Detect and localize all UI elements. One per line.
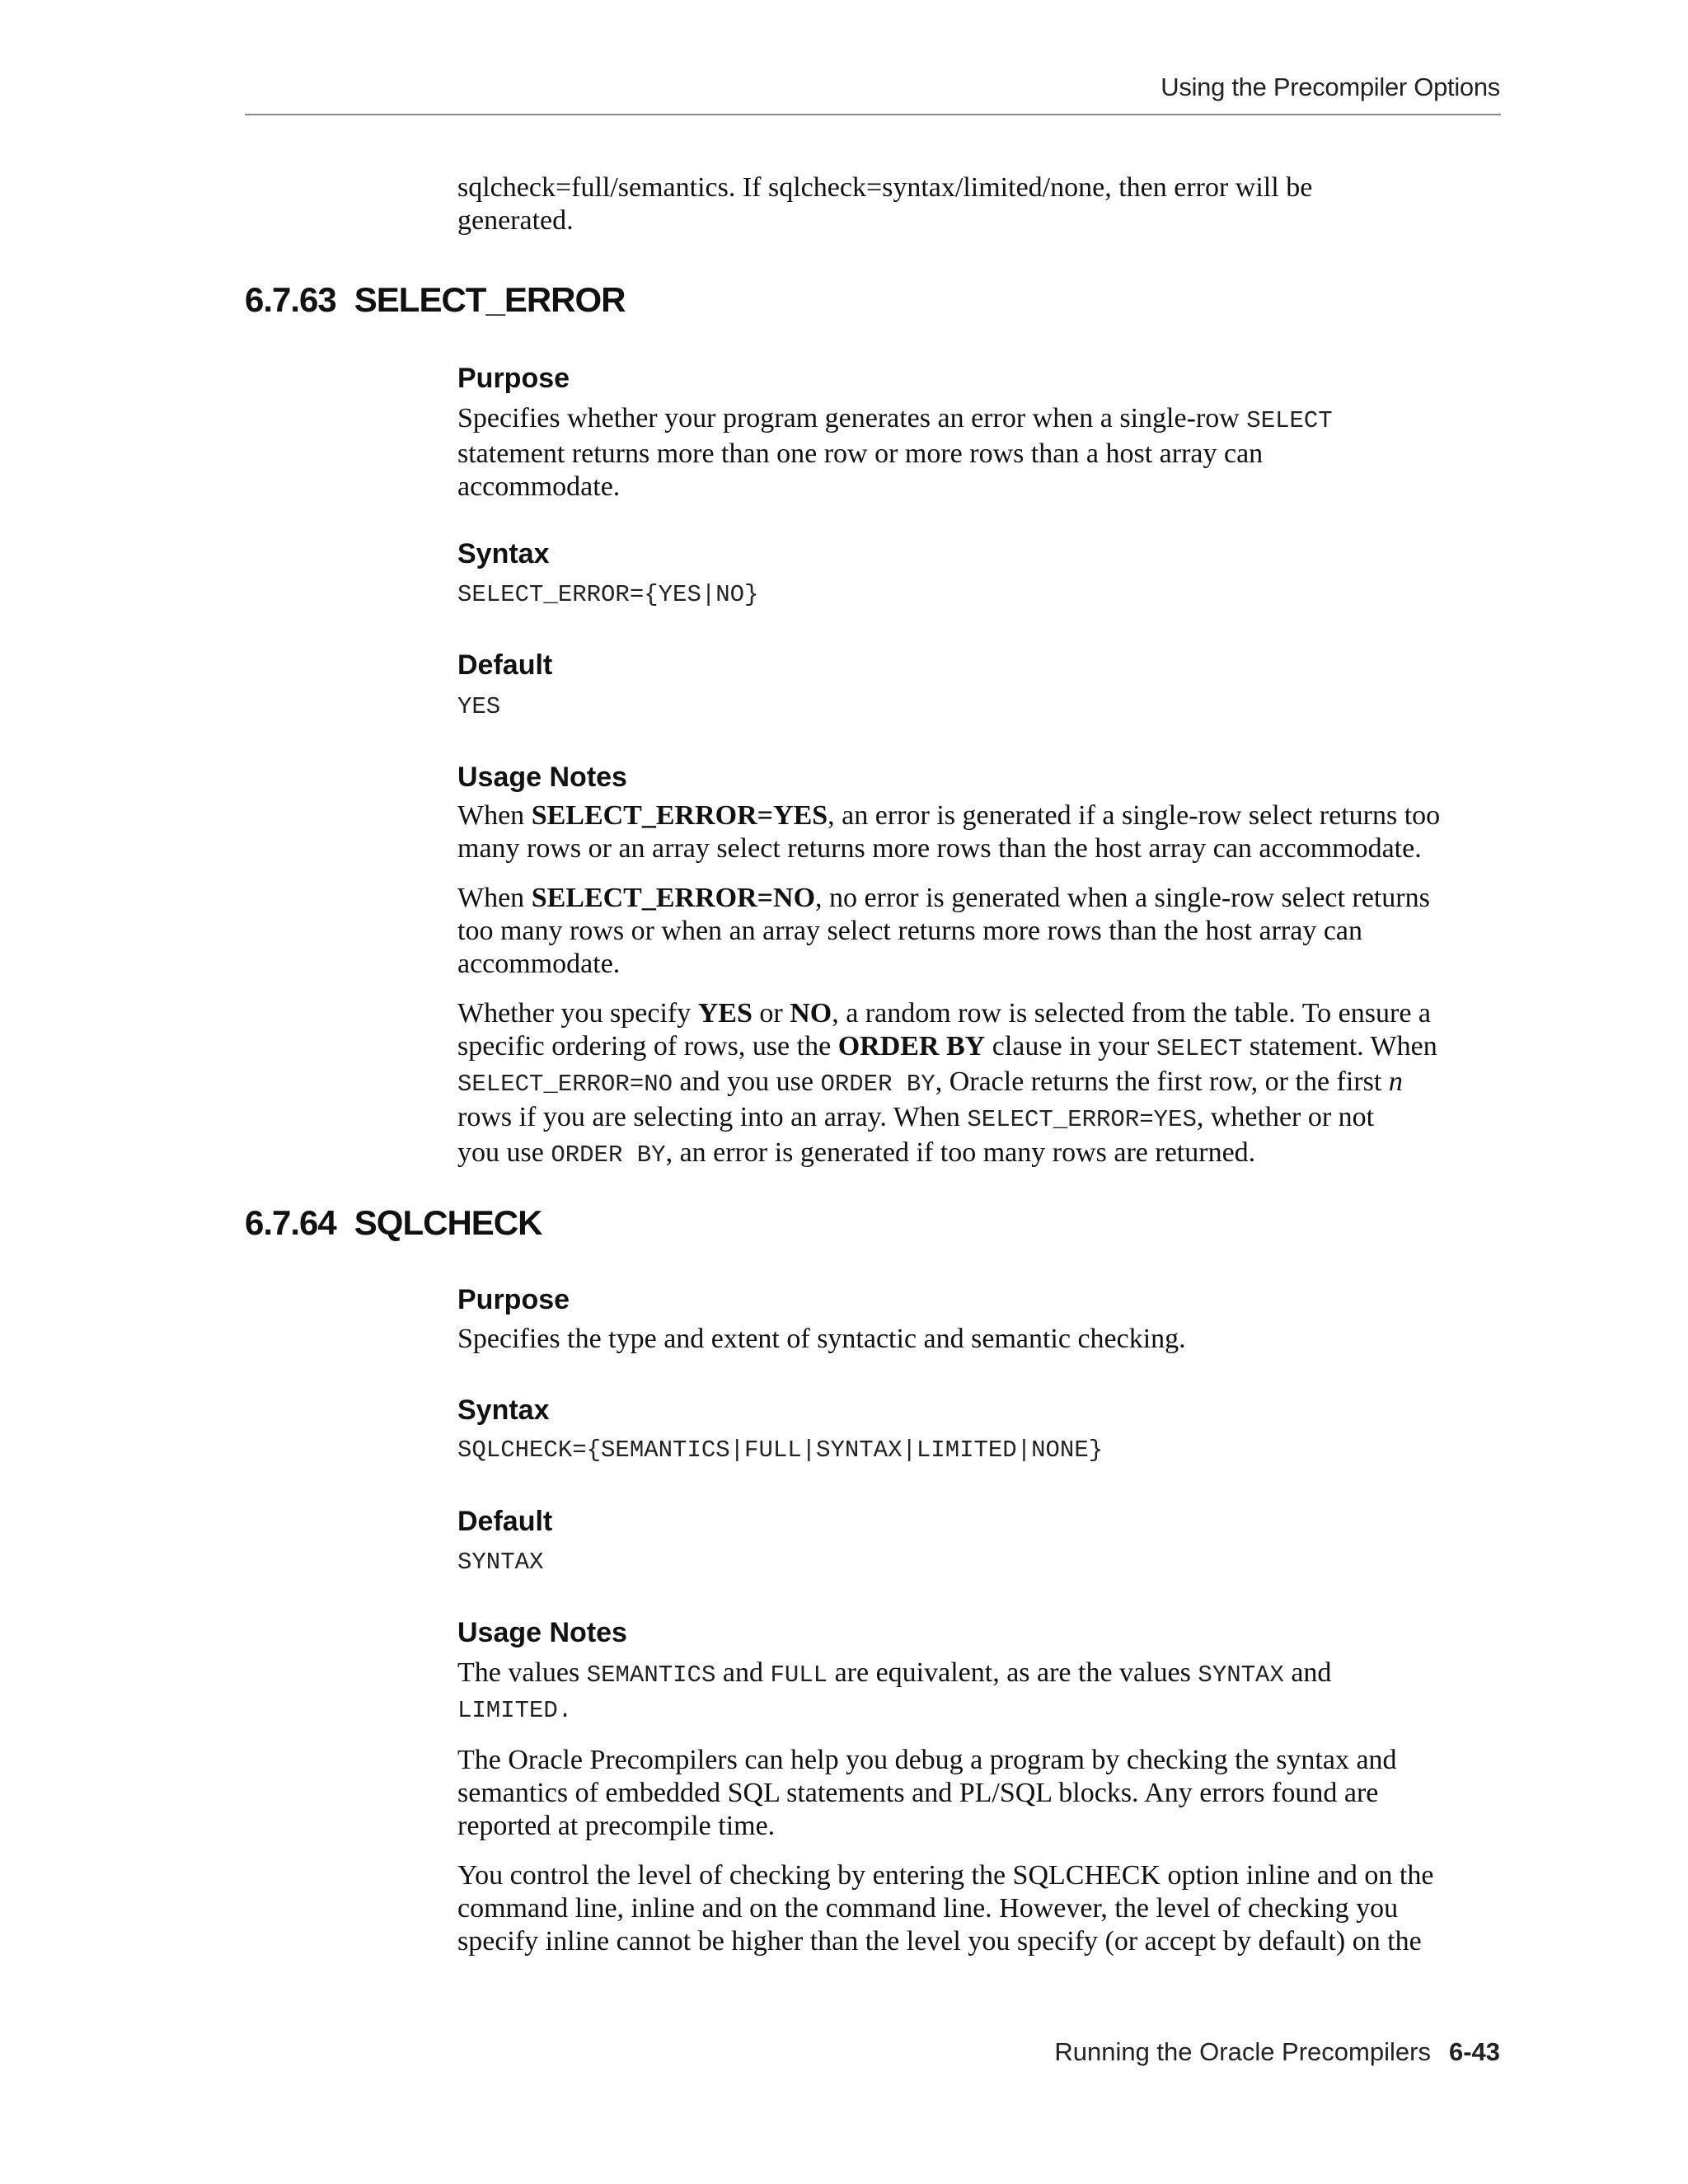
text-line [457, 1657, 1508, 1692]
text-line [457, 1101, 1508, 1137]
code-run: SELECT [1156, 1035, 1243, 1062]
code-run: SELECT_ERROR=YES [967, 1106, 1197, 1133]
text-run: , an error is generated if a single-row select returns too [828, 800, 1441, 831]
bold-run: YES [697, 998, 753, 1029]
text-line: too many rows or when an array select returns more rows than the host array can [457, 916, 1363, 946]
text-line: specify inline cannot be higher than the level you specify (or accept by default) on the [457, 1926, 1422, 1957]
usage-notes [457, 799, 1508, 1172]
text-run: The values [457, 1657, 587, 1688]
running-header: Using the Precompiler Options [1160, 73, 1500, 101]
text-run: clause in your [985, 1031, 1156, 1062]
code-run: LIMITED. [457, 1697, 573, 1724]
text-run: specific ordering of rows, use the [457, 1031, 838, 1062]
text-run: , no error is generated when a single-row select returns [815, 883, 1430, 913]
bold-run: NO [790, 998, 832, 1029]
purpose-heading: Purpose [457, 363, 570, 394]
text-run: you use [457, 1137, 551, 1168]
footer-chapter: Running the Oracle Precompilers [1054, 2037, 1431, 2066]
text-run: or [752, 998, 790, 1029]
text-run: rows if you are selecting into an array. When [457, 1102, 968, 1132]
code-run: SELECT_ERROR=NO [457, 1071, 673, 1098]
code-run: FULL [770, 1661, 828, 1689]
section-title: SQLCHECK [354, 1203, 542, 1242]
text-run: and you use [673, 1066, 821, 1097]
page-number: 6-43 [1448, 2037, 1500, 2066]
section-heading-select-error [245, 280, 626, 320]
section-number: 6.7.64 [245, 1203, 336, 1242]
text-run: When [457, 800, 532, 831]
text-line: many rows or an array select returns more rows than the host array can accommodate. [457, 833, 1422, 864]
intro-line: sqlcheck=full/semantics. If sqlcheck=syntax/limited/none, then error will be [457, 172, 1313, 203]
text-run: are equivalent, as are the values [828, 1657, 1198, 1688]
usage-notes [457, 1657, 1508, 1958]
text-run: and [715, 1657, 771, 1688]
default-value: YES [457, 693, 501, 720]
text-line: reported at precompile time. [457, 1811, 776, 1841]
bold-run: ORDER BY [837, 1031, 986, 1062]
text-run: Specifies whether your program generates an error when a single-row [457, 403, 1247, 434]
text-line [457, 1692, 1508, 1727]
default-heading: Default [457, 1506, 553, 1537]
code-run: SEMANTICS [586, 1661, 716, 1689]
header-rule [245, 114, 1501, 115]
section-title: SELECT_ERROR [354, 280, 626, 319]
bold-run: SELECT_ERROR=YES [531, 800, 828, 831]
text-run: When [457, 883, 532, 913]
intro-line: generated. [457, 205, 574, 236]
syntax-code: SELECT_ERROR={YES|NO} [457, 581, 759, 608]
text-line [457, 1066, 1508, 1101]
purpose-heading: Purpose [457, 1284, 570, 1315]
text-line [457, 1030, 1508, 1066]
text-run: , whether or not [1196, 1102, 1375, 1132]
text-line: Specifies the type and extent of syntactic and semantic checking. [457, 1324, 1186, 1354]
default-heading: Default [457, 649, 553, 681]
text-line: You control the level of checking by entering the SQLCHECK option inline and on the [457, 1860, 1434, 1891]
syntax-code: SQLCHECK={SEMANTICS|FULL|SYNTAX|LIMITED|NONE} [457, 1436, 1104, 1464]
text-line: command line, inline and on the command line. However, the level of checking you [457, 1893, 1399, 1924]
text-line [457, 402, 1508, 438]
text-line [457, 799, 1508, 832]
text-line: accommodate. [457, 471, 621, 502]
code-run: ORDER BY [820, 1071, 935, 1098]
text-run: statement. When [1242, 1031, 1437, 1062]
text-line [457, 882, 1508, 915]
code-run: ORDER BY [551, 1141, 666, 1169]
default-value: SYNTAX [457, 1549, 544, 1576]
section-heading-sqlcheck [245, 1203, 542, 1243]
page-footer [1054, 2037, 1500, 2067]
text-line [457, 1137, 1508, 1172]
usage-notes-heading: Usage Notes [457, 762, 627, 793]
text-line [457, 997, 1508, 1030]
text-line: semantics of embedded SQL statements and PL/SQL blocks. Any errors found are [457, 1778, 1379, 1808]
text-run: , Oracle returns the first row, or the first [935, 1066, 1389, 1097]
usage-notes-heading: Usage Notes [457, 1617, 627, 1648]
code-run: SELECT [1246, 407, 1333, 434]
italic-run: n [1388, 1066, 1403, 1097]
text-run: , a random row is selected from the table. To ensure a [832, 998, 1432, 1029]
syntax-heading: Syntax [457, 1394, 550, 1426]
text-line: statement returns more than one row or more rows than a host array can [457, 438, 1264, 469]
text-line: accommodate. [457, 949, 621, 979]
purpose-paragraph [457, 402, 1508, 504]
text-run: and [1283, 1657, 1332, 1688]
text-run: , an error is generated if too many rows are returned. [665, 1137, 1256, 1168]
intro-paragraph [457, 171, 1508, 237]
syntax-heading: Syntax [457, 538, 550, 569]
text-run: Whether you specify [457, 998, 698, 1029]
text-line: The Oracle Precompilers can help you debug a program by checking the syntax and [457, 1745, 1397, 1775]
section-number: 6.7.63 [245, 280, 336, 319]
bold-run: SELECT_ERROR=NO [531, 883, 816, 913]
code-run: SYNTAX [1198, 1661, 1284, 1689]
